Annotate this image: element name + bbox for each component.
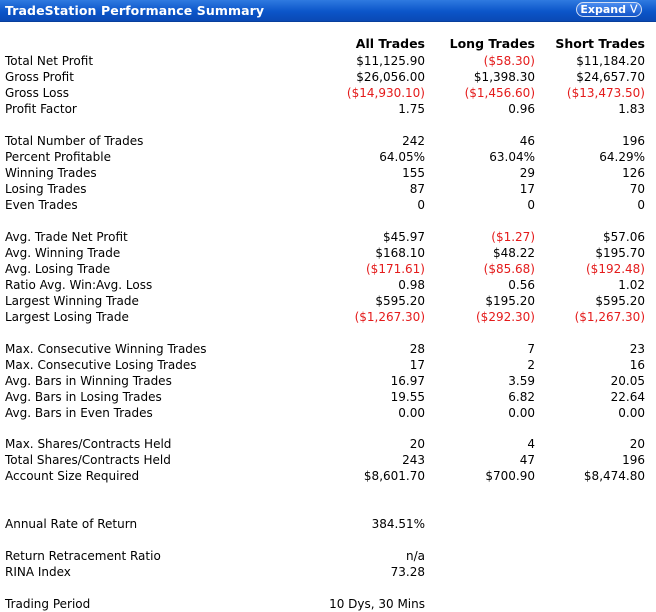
header-short-trades: Short Trades — [555, 36, 645, 51]
row-label: Total Shares/Contracts Held — [5, 453, 171, 467]
table-row — [0, 389, 656, 405]
header-all-trades: All Trades — [355, 36, 425, 51]
row-label: Avg. Bars in Even Trades — [5, 406, 153, 420]
table-row — [0, 548, 656, 564]
value-short-trades: 1.02 — [618, 278, 645, 292]
row-label: Max. Consecutive Losing Trades — [5, 358, 197, 372]
table-row — [0, 197, 656, 213]
row-label: Largest Losing Trade — [5, 310, 129, 324]
value-long-trades: 0.00 — [508, 406, 535, 420]
value-all-trades: $168.10 — [375, 246, 425, 260]
value-long-trades: $48.22 — [493, 246, 535, 260]
row-label: Total Net Profit — [5, 54, 94, 68]
value-long-trades: ($85.68) — [483, 262, 535, 276]
value-long-trades: 3.59 — [508, 374, 535, 388]
table-row — [0, 452, 656, 468]
table-row — [0, 293, 656, 309]
value-long-trades: 6.82 — [508, 390, 535, 404]
value-all-trades: 10 Dys, 30 Mins — [329, 597, 425, 611]
row-label: Winning Trades — [5, 166, 97, 180]
row-label: Max. Consecutive Winning Trades — [5, 342, 207, 356]
table-row — [0, 165, 656, 181]
table-row — [0, 181, 656, 197]
value-short-trades: ($13,473.50) — [566, 86, 645, 100]
value-short-trades: 0.00 — [618, 406, 645, 420]
value-long-trades: 7 — [527, 342, 535, 356]
value-short-trades: 196 — [622, 134, 645, 148]
table-row — [0, 516, 656, 532]
value-short-trades: ($192.48) — [586, 262, 645, 276]
table-row — [0, 373, 656, 389]
value-long-trades: $1,398.30 — [473, 70, 535, 84]
row-label: Even Trades — [5, 198, 78, 212]
value-long-trades: ($292.30) — [476, 310, 535, 324]
table-row — [0, 357, 656, 373]
value-long-trades: 17 — [519, 182, 535, 196]
value-short-trades: 23 — [629, 342, 645, 356]
value-long-trades: 46 — [519, 134, 535, 148]
row-label: Annual Rate of Return — [5, 517, 138, 531]
value-all-trades: 16.97 — [390, 374, 425, 388]
value-short-trades: 16 — [629, 358, 645, 372]
value-all-trades: n/a — [405, 549, 425, 563]
row-label: Gross Loss — [5, 86, 69, 100]
row-label: Trading Period — [5, 597, 91, 611]
value-long-trades: 47 — [519, 453, 535, 467]
table-row — [0, 69, 656, 85]
value-short-trades: $8,474.80 — [583, 469, 645, 483]
table-row — [0, 277, 656, 293]
row-label: Largest Winning Trade — [5, 294, 139, 308]
row-label: Avg. Winning Trade — [5, 246, 121, 260]
value-long-trades: $700.90 — [485, 469, 535, 483]
table-row — [0, 229, 656, 245]
value-long-trades: 0.96 — [508, 102, 535, 116]
row-label: Avg. Bars in Losing Trades — [5, 390, 162, 404]
row-label: Ratio Avg. Win:Avg. Loss — [5, 278, 153, 292]
value-long-trades: 0 — [527, 198, 535, 212]
table-row — [0, 101, 656, 117]
value-short-trades: 196 — [622, 453, 645, 467]
table-row — [0, 468, 656, 484]
row-label: Losing Trades — [5, 182, 87, 196]
value-short-trades: 20.05 — [610, 374, 645, 388]
table-row — [0, 85, 656, 101]
value-all-trades: 0.00 — [398, 406, 425, 420]
value-long-trades: 63.04% — [489, 150, 535, 164]
expand-label: Expand — [580, 3, 627, 16]
table-row — [0, 341, 656, 357]
row-label: Account Size Required — [5, 469, 140, 483]
row-label: Percent Profitable — [5, 150, 111, 164]
value-all-trades: $26,056.00 — [356, 70, 425, 84]
value-short-trades: ($1,267.30) — [574, 310, 645, 324]
table-row — [0, 149, 656, 165]
row-label: Avg. Losing Trade — [5, 262, 111, 276]
value-all-trades: 1.75 — [398, 102, 425, 116]
value-all-trades: 28 — [409, 342, 425, 356]
value-all-trades: 0 — [417, 198, 425, 212]
value-long-trades: ($58.30) — [483, 54, 535, 68]
table-row — [0, 261, 656, 277]
table-row — [0, 53, 656, 69]
value-all-trades: $8,601.70 — [363, 469, 425, 483]
value-long-trades: 29 — [519, 166, 535, 180]
value-long-trades: 0.56 — [508, 278, 535, 292]
double-chevron-down-icon: ⋁ — [630, 4, 638, 14]
column-headers — [0, 36, 656, 52]
value-short-trades: 64.29% — [599, 150, 645, 164]
value-short-trades: $57.06 — [603, 230, 645, 244]
value-short-trades: $195.70 — [595, 246, 645, 260]
value-all-trades: 155 — [402, 166, 425, 180]
value-all-trades: $595.20 — [375, 294, 425, 308]
value-all-trades: 242 — [402, 134, 425, 148]
table-row — [0, 436, 656, 452]
value-long-trades: $195.20 — [485, 294, 535, 308]
value-all-trades: ($14,930.10) — [346, 86, 425, 100]
value-all-trades: ($1,267.30) — [354, 310, 425, 324]
value-short-trades: 70 — [629, 182, 645, 196]
value-short-trades: $11,184.20 — [576, 54, 645, 68]
table-row — [0, 133, 656, 149]
title-bar — [0, 0, 656, 22]
value-all-trades: 73.28 — [390, 565, 425, 579]
value-long-trades: 2 — [527, 358, 535, 372]
value-all-trades: 64.05% — [379, 150, 425, 164]
value-all-trades: 19.55 — [390, 390, 425, 404]
value-short-trades: 126 — [622, 166, 645, 180]
value-short-trades: $24,657.70 — [576, 70, 645, 84]
value-all-trades: 0.98 — [398, 278, 425, 292]
row-label: Return Retracement Ratio — [5, 549, 161, 563]
value-short-trades: 20 — [629, 437, 645, 451]
value-all-trades: 243 — [402, 453, 425, 467]
window-title: TradeStation Performance Summary — [5, 3, 265, 18]
value-all-trades: 20 — [409, 437, 425, 451]
value-all-trades: 87 — [409, 182, 425, 196]
value-all-trades: 17 — [409, 358, 425, 372]
row-label: RINA Index — [5, 565, 71, 579]
value-all-trades: $45.97 — [383, 230, 425, 244]
value-short-trades: 22.64 — [610, 390, 645, 404]
value-long-trades: ($1.27) — [491, 230, 535, 244]
row-label: Max. Shares/Contracts Held — [5, 437, 172, 451]
row-label: Profit Factor — [5, 102, 77, 116]
value-all-trades: ($171.61) — [366, 262, 425, 276]
value-short-trades: $595.20 — [595, 294, 645, 308]
row-label: Avg. Trade Net Profit — [5, 230, 128, 244]
value-all-trades: 384.51% — [371, 517, 425, 531]
table-row — [0, 564, 656, 580]
value-all-trades: $11,125.90 — [356, 54, 425, 68]
value-short-trades: 0 — [637, 198, 645, 212]
table-row — [0, 309, 656, 325]
table-row — [0, 245, 656, 261]
value-long-trades: 4 — [527, 437, 535, 451]
row-label: Avg. Bars in Winning Trades — [5, 374, 172, 388]
value-short-trades: 1.83 — [618, 102, 645, 116]
table-row — [0, 405, 656, 421]
header-long-trades: Long Trades — [449, 36, 535, 51]
row-label: Total Number of Trades — [5, 134, 144, 148]
value-long-trades: ($1,456.60) — [464, 86, 535, 100]
table-row — [0, 596, 656, 612]
row-label: Gross Profit — [5, 70, 74, 84]
expand-button[interactable] — [576, 2, 642, 17]
